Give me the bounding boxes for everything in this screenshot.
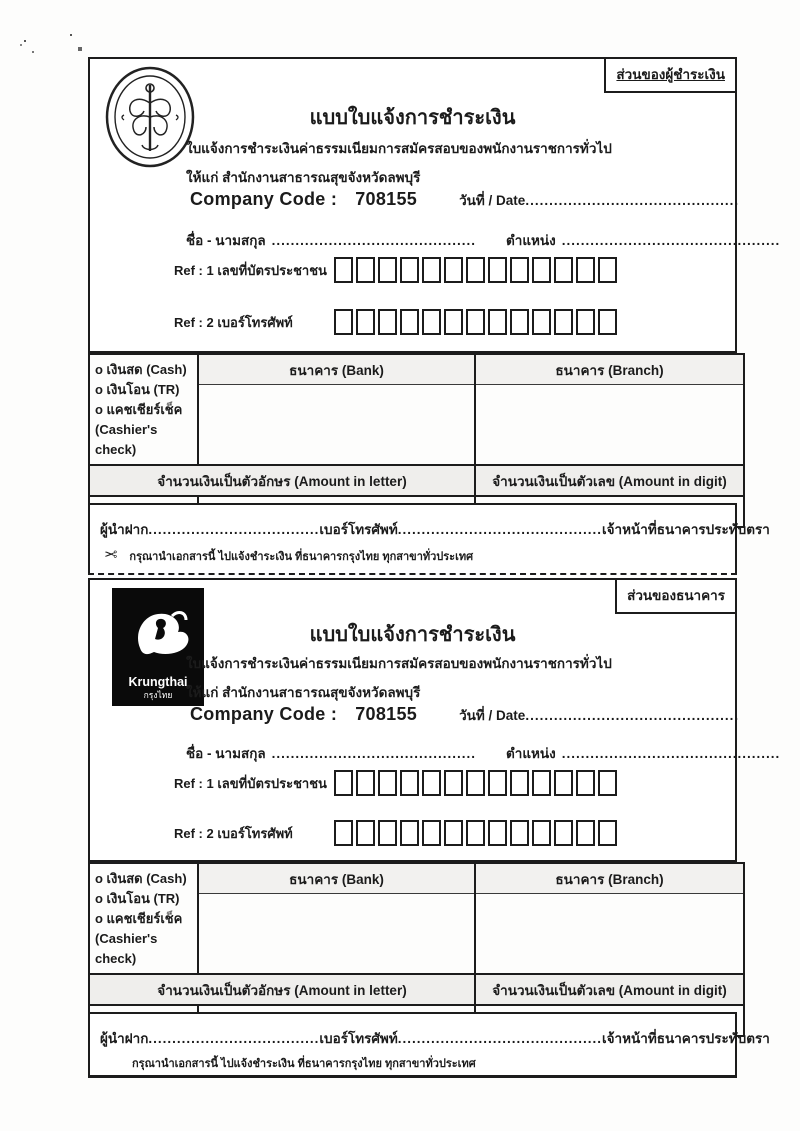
bank-section-header — [88, 578, 781, 862]
digit-box — [422, 820, 441, 846]
cut-instruction-row — [132, 1054, 476, 1072]
digit-box — [422, 257, 441, 283]
payment-method-cheque-en: (Cashier's check) — [95, 931, 158, 966]
ref1-digit-boxes — [334, 257, 620, 283]
ref2-digit-boxes — [334, 820, 620, 846]
digit-box — [510, 770, 529, 796]
krungthai-logo-text-th: กรุงไทย — [143, 689, 173, 700]
payer-footer-box — [88, 503, 770, 575]
digit-box — [554, 257, 573, 283]
ref1-label: Ref : 1 เลขที่บัตรประชาชน — [174, 262, 327, 278]
digit-box — [444, 257, 463, 283]
digit-box — [466, 257, 485, 283]
position-field-label: ตำแหน่ง — [505, 233, 556, 248]
digit-box — [378, 257, 397, 283]
payment-method-cheque-en: (Cashier's check) — [95, 422, 158, 457]
digit-box — [356, 257, 375, 283]
name-position-row — [186, 742, 780, 764]
digit-box — [510, 309, 529, 335]
company-code-label: Company Code : — [190, 189, 338, 209]
bank-column-header: ธนาคาร (Bank) — [199, 864, 474, 894]
depositor-row — [100, 518, 770, 540]
payment-method-cash: o เงินสด (Cash) — [95, 871, 187, 886]
date-field: วันที่ / Date............................................. — [459, 193, 740, 208]
digit-box — [488, 820, 507, 846]
position-field-dots: .............................................. — [561, 233, 781, 248]
ref1-row — [174, 257, 620, 283]
bank-payment-table — [88, 862, 737, 1037]
digit-box — [356, 309, 375, 335]
digit-box — [378, 820, 397, 846]
digit-box — [400, 820, 419, 846]
amount-digit-header: จำนวนเงินเป็นตัวเลข (Amount in digit) — [475, 974, 744, 1005]
payment-methods-cell — [89, 863, 198, 974]
digit-box — [598, 820, 617, 846]
depositor-dots: .................................... — [148, 522, 320, 537]
amount-letter-header: จำนวนเงินเป็นตัวอักษร (Amount in letter) — [89, 974, 475, 1005]
payment-method-transfer: o เงินโอน (TR) — [95, 891, 180, 906]
digit-box — [576, 770, 595, 796]
digit-box — [466, 309, 485, 335]
form-title: แบบใบแจ้งการชำระเงิน — [309, 107, 516, 129]
payee-line: ให้แก่ สำนักงานสาธารณสุขจังหวัดลพบุรี — [186, 685, 421, 700]
bank-name-cell — [198, 354, 475, 465]
cut-instruction-row — [104, 547, 473, 565]
payer-section-header — [88, 57, 781, 353]
digit-box — [488, 309, 507, 335]
ref2-row — [174, 820, 620, 846]
company-code-label: Company Code : — [190, 704, 338, 724]
fee-description: ใบแจ้งการชำระเงินค่าธรรมเนียมการสมัครสอบของพนักงานราชการทั่วไป — [186, 141, 612, 156]
depositor-label: ผู้นำฝาก — [100, 1031, 149, 1046]
digit-box — [422, 309, 441, 335]
bank-copy-badge: ส่วนของธนาคาร — [615, 578, 737, 614]
digit-box — [466, 770, 485, 796]
scissors-icon: ✂ — [104, 547, 118, 564]
digit-box — [598, 309, 617, 335]
cut-note: กรุณานำเอกสารนี้ ไปแจ้งชำระเงิน ที่ธนาคารกรุงไทย ทุกสาขาทั่วประเทศ — [129, 551, 474, 563]
digit-box — [400, 309, 419, 335]
ref2-label: Ref : 2 เบอร์โทรศัพท์ — [174, 825, 293, 841]
name-field-label: ชื่อ - นามสกุล — [186, 746, 266, 761]
payee-line: ให้แก่ สำนักงานสาธารณสุขจังหวัดลพบุรี — [186, 170, 421, 185]
date-field: วันที่ / Date............................................. — [459, 708, 740, 723]
ref2-row — [174, 309, 620, 335]
name-field-dots: ........................................... — [271, 746, 476, 761]
depositor-dots: .................................... — [148, 1031, 320, 1046]
digit-box — [488, 770, 507, 796]
branch-column-header: ธนาคาร (Branch) — [476, 864, 743, 894]
digit-box — [444, 309, 463, 335]
company-code-value: 708155 — [355, 189, 418, 209]
amount-letter-header: จำนวนเงินเป็นตัวอักษร (Amount in letter) — [89, 465, 475, 496]
payer-copy-badge: ส่วนของผู้ชำระเงิน — [604, 57, 737, 93]
digit-box — [334, 257, 353, 283]
payment-method-cheque: o แคชเชียร์เช็ค — [95, 402, 183, 417]
digit-box — [598, 257, 617, 283]
pencil-marks — [24, 40, 26, 42]
form-title: แบบใบแจ้งการชำระเงิน — [309, 624, 516, 646]
name-position-row — [186, 229, 780, 251]
depositor-phone-label: เบอร์โทรศัพท์ — [319, 1031, 398, 1046]
name-field-dots: ........................................... — [271, 233, 476, 248]
bank-column-header: ธนาคาร (Bank) — [199, 355, 474, 385]
digit-box — [576, 257, 595, 283]
digit-box — [532, 820, 551, 846]
digit-box — [510, 257, 529, 283]
depositor-phone-dots: ........................................... — [397, 1031, 603, 1046]
bank-footer-box — [88, 1012, 770, 1078]
digit-box — [554, 309, 573, 335]
company-code-value: 708155 — [355, 704, 418, 724]
amount-digit-header: จำนวนเงินเป็นตัวเลข (Amount in digit) — [475, 465, 744, 496]
payment-method-cheque: o แคชเชียร์เช็ค — [95, 911, 183, 926]
digit-box — [598, 770, 617, 796]
digit-box — [422, 770, 441, 796]
digit-box — [378, 770, 397, 796]
digit-box — [488, 257, 507, 283]
digit-box — [400, 770, 419, 796]
payment-method-cash: o เงินสด (Cash) — [95, 362, 187, 377]
position-field-dots: .............................................. — [561, 746, 781, 761]
bank-branch-cell — [475, 863, 744, 974]
ref1-label: Ref : 1 เลขที่บัตรประชาชน — [174, 775, 327, 791]
depositor-row — [100, 1027, 770, 1049]
payment-methods-cell — [89, 354, 198, 465]
digit-box — [466, 820, 485, 846]
digit-box — [356, 770, 375, 796]
digit-box — [576, 820, 595, 846]
branch-column-header: ธนาคาร (Branch) — [476, 355, 743, 385]
digit-box — [532, 770, 551, 796]
cut-note: กรุณานำเอกสารนี้ ไปแจ้งชำระเงิน ที่ธนาคารกรุงไทย ทุกสาขาทั่วประเทศ — [132, 1058, 476, 1070]
bank-name-cell — [198, 863, 475, 974]
digit-box — [554, 820, 573, 846]
digit-box — [444, 820, 463, 846]
digit-box — [554, 770, 573, 796]
fee-description: ใบแจ้งการชำระเงินค่าธรรมเนียมการสมัครสอบของพนักงานราชการทั่วไป — [186, 656, 612, 671]
digit-box — [378, 309, 397, 335]
payer-payment-table — [88, 353, 737, 528]
depositor-label: ผู้นำฝาก — [100, 522, 149, 537]
position-field-label: ตำแหน่ง — [505, 746, 556, 761]
company-code-row — [190, 704, 739, 726]
ref1-digit-boxes — [334, 770, 620, 796]
officer-stamp-label: เจ้าหน้าที่ธนาคารประทับตรา — [602, 1031, 770, 1046]
digit-box — [334, 820, 353, 846]
digit-box — [510, 820, 529, 846]
ref1-row — [174, 770, 620, 796]
ref2-label: Ref : 2 เบอร์โทรศัพท์ — [174, 314, 293, 330]
krungthai-logo-text-en: Krungthai — [128, 675, 188, 690]
depositor-phone-dots: ........................................... — [397, 522, 603, 537]
payment-method-transfer: o เงินโอน (TR) — [95, 382, 180, 397]
company-code-row — [190, 189, 739, 211]
digit-box — [334, 770, 353, 796]
digit-box — [576, 309, 595, 335]
name-field-label: ชื่อ - นามสกุล — [186, 233, 266, 248]
ref2-digit-boxes — [334, 309, 620, 335]
digit-box — [532, 309, 551, 335]
depositor-phone-label: เบอร์โทรศัพท์ — [319, 522, 398, 537]
bank-branch-cell — [475, 354, 744, 465]
digit-box — [334, 309, 353, 335]
digit-box — [444, 770, 463, 796]
digit-box — [356, 820, 375, 846]
digit-box — [400, 257, 419, 283]
officer-stamp-label: เจ้าหน้าที่ธนาคารประทับตรา — [602, 522, 770, 537]
digit-box — [532, 257, 551, 283]
